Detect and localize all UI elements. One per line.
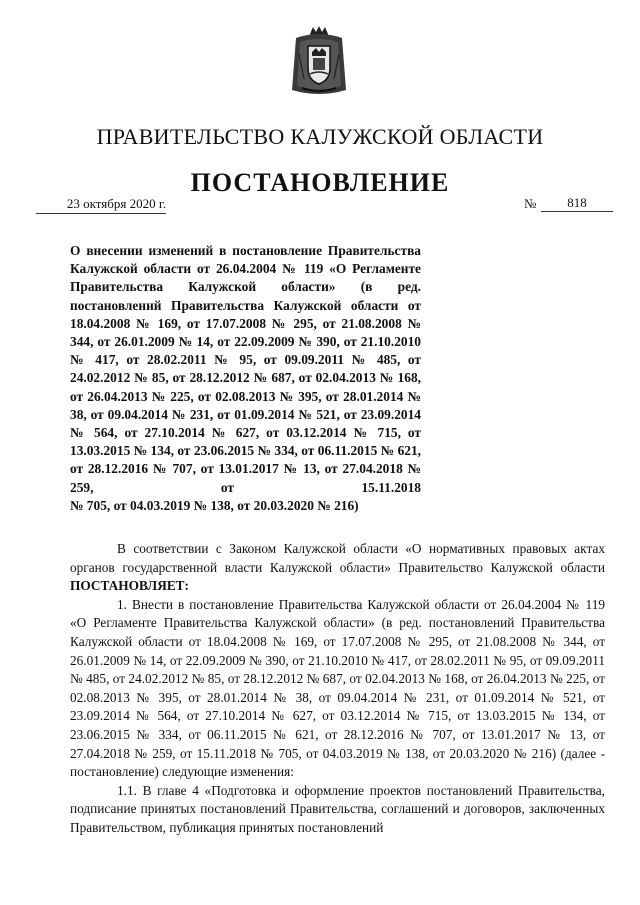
document-number: 818 bbox=[541, 195, 613, 212]
subject-text: О внесении изменений в постановление Правительства Калужской области от 26.04.2004 № 119 «О Регламенте Правительства Калужской области» (в ред. постановлений Правительства Калужской области от 18.04.2008 № 169, от 17.07.2008 № 295, от 21.08.2008 № 344, от 26.01.2009 № 14, от 22.09.2009 № 390, от 21.10.2010 № 417, от 28.02.2011 № 95, от 09.09.2011 № 485, от 24.02.2012 № 85, от 28.12.2012 № 687, от 02.04.2013 № 168, от 26.04.2013 № 225, от 02.08.2013 № 395, от 28.01.2014 № 38, от 09.04.2014 № 231, от 01.09.2014 № 521, от 23.09.2014 № 564, от 27.10.2014 № 627, от 03.12.2014 № 715, от 13.03.2015 № 134, от 23.06.2015 № 334, от 06.11.2015 № 621, от 28.12.2016 № 707, от 13.01.2017 № 13, от 27.04.2018 № 259, от 15.11.2018 bbox=[70, 243, 421, 495]
document-number-label: № bbox=[524, 196, 537, 211]
document-body bbox=[70, 540, 605, 838]
preamble-text: В соответствии с Законом Калужской области «О нормативных правовых актах органов государственной власти Калужской области» Правительство Калужской области bbox=[70, 541, 605, 575]
subject-last-line: № 705, от 04.03.2019 № 138, от 20.03.2020 № 216) bbox=[70, 497, 359, 513]
decree-word: ПОСТАНОВЛЯЕТ: bbox=[70, 578, 189, 594]
coat-of-arms-emblem bbox=[290, 24, 348, 98]
organization-title: ПРАВИТЕЛЬСТВО КАЛУЖСКОЙ ОБЛАСТИ bbox=[96, 124, 544, 149]
document-subject bbox=[70, 242, 421, 515]
preamble-paragraph bbox=[70, 540, 605, 596]
document-date: 23 октября 2020 г. bbox=[36, 196, 166, 214]
document-type-heading: ПОСТАНОВЛЕНИЕ bbox=[190, 168, 450, 197]
item-1-paragraph: 1. Внести в постановление Правительства Калужской области от 26.04.2004 № 119 «О Регламенте Правительства Калужской области» (в ред. постановлений Правительства Калужской области от 18.04.2008 № 169, от 17.07.2008 № 295, от 21.08.2008 № 344, от 26.01.2009 № 14, от 22.09.2009 № 390, от 21.10.2010 № 417, от 28.02.2011 № 95, от 09.09.2011 № 485, от 24.02.2012 № 85, от 28.12.2012 № 687, от 02.04.2013 № 168, от 26.04.2013 № 225, от 02.08.2013 № 395, от 28.01.2014 № 38, от 09.04.2014 № 231, от 01.09.2014 № 521, от 23.09.2014 № 564, от 27.10.2014 № 627, от 03.12.2014 № 715, от 13.03.2015 № 134, от 23.06.2015 № 334, от 06.11.2015 № 621, от 28.12.2016 № 707, от 13.01.2017 № 13, от 27.04.2018 № 259, от 15.11.2018 № 705, от 04.03.2019 № 138, от 20.03.2020 № 216) (далее - постановление) следующие изменения: bbox=[70, 596, 605, 780]
item-1-1-paragraph: 1.1. В главе 4 «Подготовка и оформление проектов постановлений Правительства, подписание принятых постановлений Правительства, соглашений и договоров, заключенных Правительством, публикация принятых постановлений bbox=[70, 782, 605, 835]
